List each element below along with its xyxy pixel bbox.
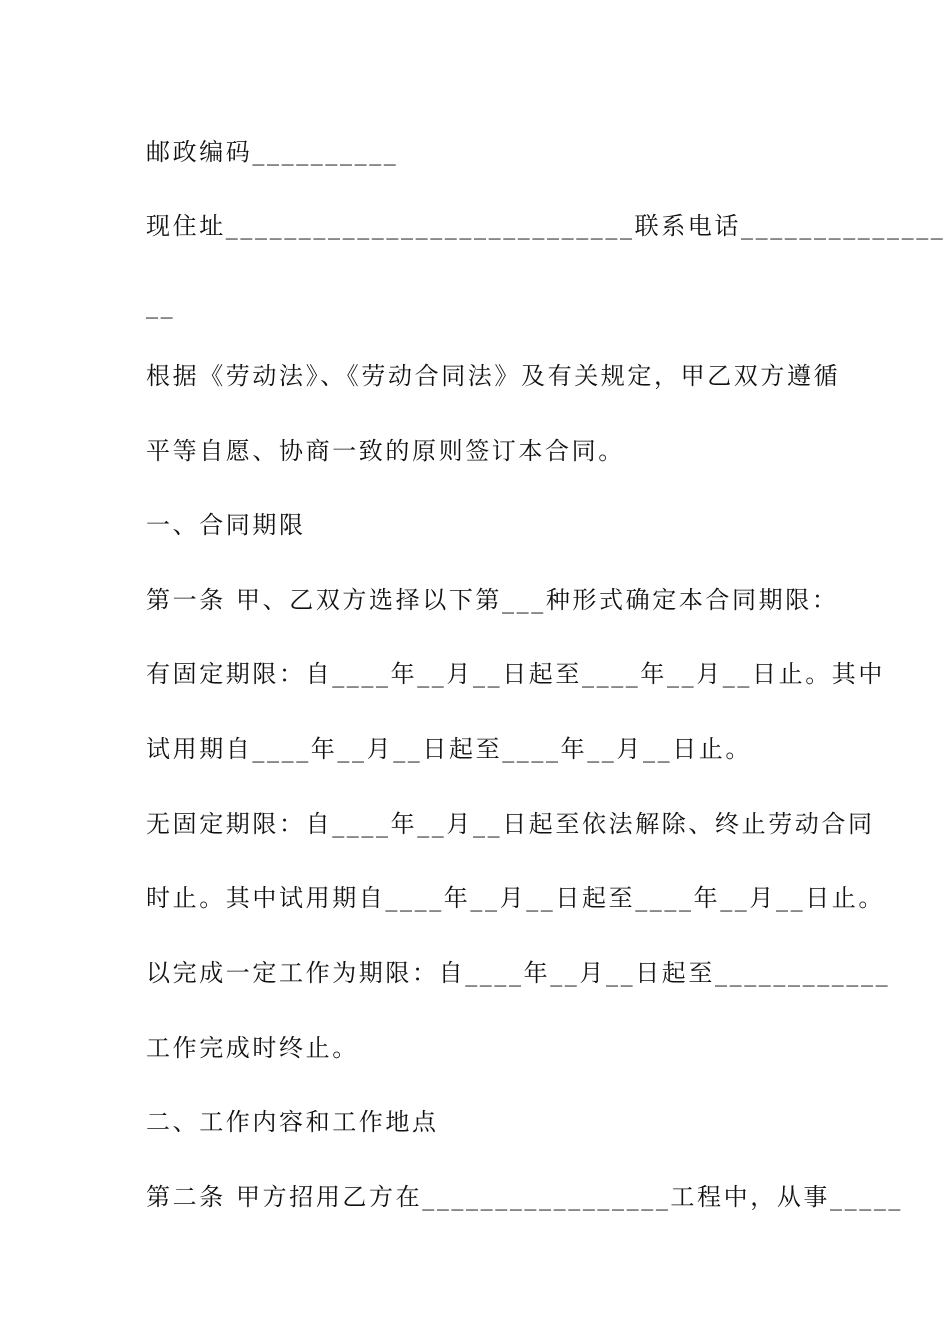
task-term-line: 以完成一定工作为期限：自____年__月__日起至____________ (146, 959, 891, 987)
section-heading: 二、工作内容和工作地点 (146, 1108, 439, 1136)
phone-continuation-line: __ (146, 291, 176, 319)
fixed-term-line: 有固定期限：自____年__月__日起至____年__月__日止。其中 (146, 660, 885, 688)
fixed-term-probation-line: 试用期自____年__月__日起至____年__月__日止。 (146, 735, 752, 763)
postal-code-line: 邮政编码__________ (146, 138, 399, 166)
article-line: 第二条 甲方招用乙方在_________________工程中，从事_____ (146, 1183, 904, 1211)
paragraph-line: 根据《劳动法》、《劳动合同法》及有关规定，甲乙双方遵循 (146, 362, 841, 390)
open-term-line: 无固定期限：自____年__月__日起至依法解除、终止劳动合同 (146, 810, 875, 838)
paragraph-line: 平等自愿、协商一致的原则签订本合同。 (146, 437, 625, 465)
address-phone-line: 现住址____________________________联系电话______________ (146, 212, 946, 240)
open-term-probation-line: 时止。其中试用期自____年__月__日起至____年__月__日止。 (146, 884, 885, 912)
task-term-end-line: 工作完成时终止。 (146, 1034, 359, 1062)
section-heading: 一、合同期限 (146, 511, 306, 539)
article-line: 第一条 甲、乙双方选择以下第___种形式确定本合同期限： (146, 586, 839, 614)
